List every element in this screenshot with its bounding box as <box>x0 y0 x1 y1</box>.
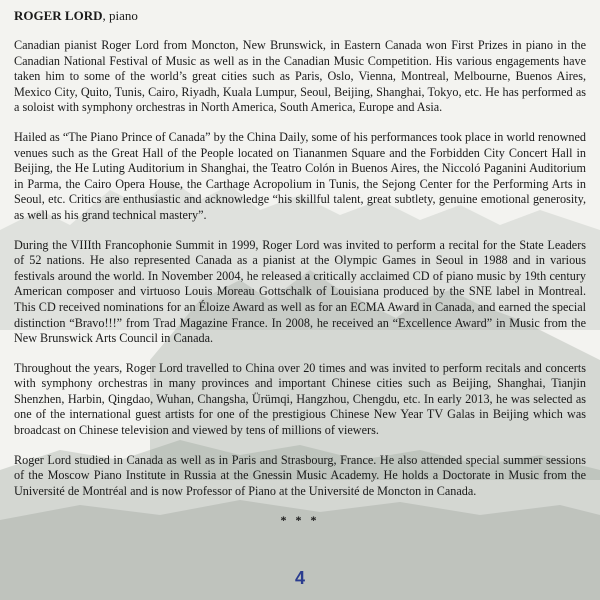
section-separator: * * * <box>280 513 320 528</box>
artist-heading <box>14 8 586 24</box>
paragraph-china: Throughout the years, Roger Lord travelled to China over 20 times and was invited to perform recitals and concerts with symphony orchestras in many provinces and important Chinese cities such as Beijing, Shanghai, Tianjin Shenzhen, Harbin, Qingdao, Wuhan, Changsha, Ürümqi, Hangzhou, Chengdu, etc. In early 2013, he was selected as one of the international guest artists for one of the prestigious Chinese New Year TV Galas in Beijing which was broadcast on Chinese television and viewed by tens of millions of viewers. <box>14 360 586 438</box>
page-number: 4 <box>294 568 305 588</box>
biography-page <box>14 8 586 528</box>
paragraph-venues: Hailed as “The Piano Prince of Canada” by the China Daily, some of his performances took place in world renowned venues such as the Great Hall of the People located on Tiananmen Square and the Forbidden City Concert Hall in Beijing, the He Luting Auditorium in Shanghai, the Teatro Colón in Buenos Aires, the Niccoló Paganini Auditorium in Parma, the Cairo Opera House, the Carthage Acropolium in Tunis, the Sejong Center for the Performing Arts in Seoul, etc. Critics are enthusiastic and acknowledge “his skillful talent, great subtlety, genuine emotional generosity, as well as his grand technical mastery”. <box>14 129 586 222</box>
paragraph-education: Roger Lord studied in Canada as well as in Paris and Strasbourg, France. He also attended special summer sessions of the Moscow Piano Institute in Russia at the Gnessin Music Academy. He holds a Doctorate in Music from the Université de Montréal and is now Professor of Piano at the Université de Moncton in Canada. <box>14 452 586 498</box>
paragraph-intro: Canadian pianist Roger Lord from Moncton, New Brunswick, in Eastern Canada won First Prizes in piano in the Canadian National Festival of Music as well as in the Canadian Music Competition. His various engagements have taken him to some of the world’s great cities such as Paris, Oslo, Vienna, Montreal, Melbourne, Buenos Aires, Mexico City, Quito, Tunis, Cairo, Riyadh, Kuala Lumpur, Seoul, Beijing, Shanghai, Tokyo, etc. He has performed as a soloist with symphony orchestras in North America, South America, Europe and Asia. <box>14 38 586 115</box>
artist-name: ROGER LORD <box>14 8 103 23</box>
paragraph-achievements: During the VIIIth Francophonie Summit in 1999, Roger Lord was invited to perform a recital for the State Leaders of 52 nations. He also represented Canada as a pianist at the Olympic Games in Seoul in 1988 and in various festivals around the world. In November 2004, he released a critically acclaimed CD of piano music by 19th century American composer and virtuoso Louis Moreau Gottschalk of Louisiana produced by the SNE label in Montreal. This CD received nominations for an Éloize Award as well as for an ECMA Award in Canada, and earned the special distinction “Bravo!!!” from Trad Magazine France. In 2008, he received an “Excellence Award” in Music from the New Brunswick Arts Council in Canada. <box>14 237 586 346</box>
artist-role: , piano <box>102 8 138 23</box>
